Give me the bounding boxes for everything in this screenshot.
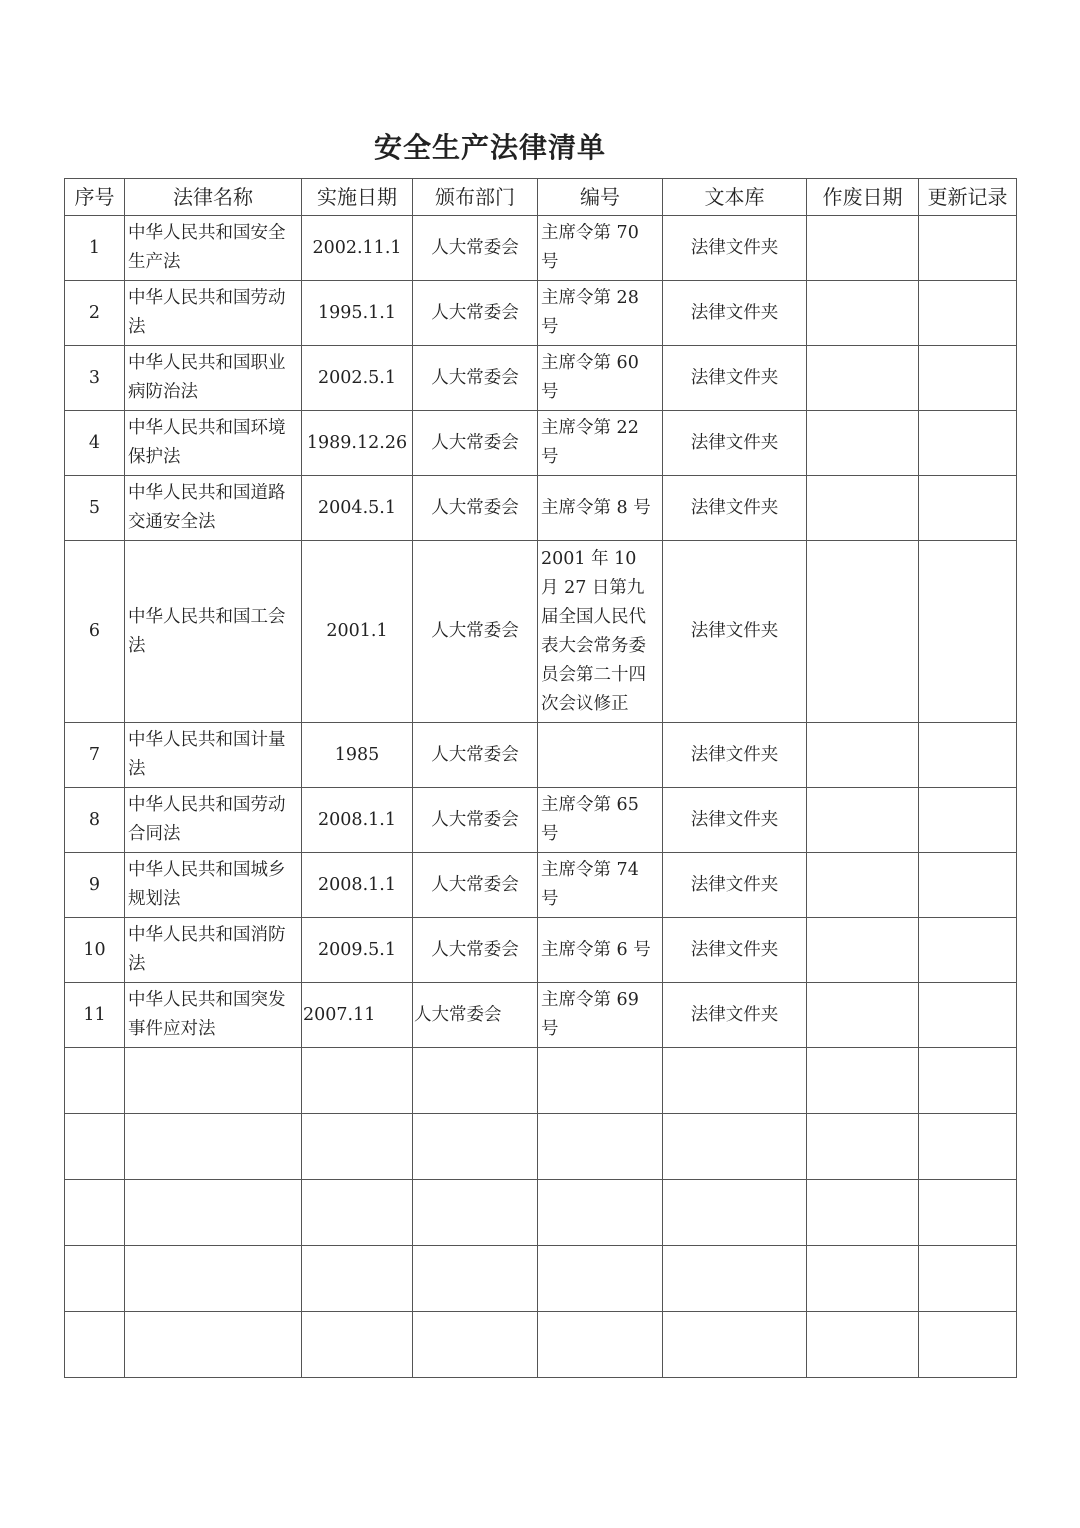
empty-cell <box>663 1048 807 1114</box>
void-date-cell <box>807 918 919 983</box>
table-row <box>65 853 1017 918</box>
no-cell: 6 <box>65 541 125 723</box>
dept-cell: 人大常委会 <box>413 723 538 788</box>
header-library: 文本库 <box>663 179 807 216</box>
library-cell: 法律文件夹 <box>663 788 807 853</box>
no-cell: 10 <box>65 918 125 983</box>
document-title: 安全生产法律清单 <box>373 131 606 164</box>
empty-cell <box>919 1048 1017 1114</box>
no-cell: 8 <box>65 788 125 853</box>
name-cell: 中华人民共和国劳动合同法 <box>125 788 302 853</box>
date-cell: 1995.1.1 <box>302 281 413 346</box>
update-cell <box>919 918 1017 983</box>
empty-cell <box>65 1048 125 1114</box>
empty-cell <box>538 1114 663 1180</box>
code-cell: 主席令第 74 号 <box>538 853 663 918</box>
table-row <box>65 216 1017 281</box>
library-cell: 法律文件夹 <box>663 541 807 723</box>
table-row <box>65 281 1017 346</box>
library-cell: 法律文件夹 <box>663 281 807 346</box>
empty-cell <box>125 1048 302 1114</box>
empty-cell <box>125 1246 302 1312</box>
name-cell: 中华人民共和国工会法 <box>125 541 302 723</box>
date-cell: 2008.1.1 <box>302 788 413 853</box>
library-cell: 法律文件夹 <box>663 346 807 411</box>
table-row <box>65 918 1017 983</box>
empty-cell <box>807 1180 919 1246</box>
empty-cell <box>413 1180 538 1246</box>
date-cell: 1985 <box>302 723 413 788</box>
table-row <box>65 723 1017 788</box>
no-cell: 7 <box>65 723 125 788</box>
update-cell <box>919 346 1017 411</box>
header-dept: 颁布部门 <box>413 179 538 216</box>
no-cell: 5 <box>65 476 125 541</box>
empty-cell <box>807 1048 919 1114</box>
empty-cell <box>919 1246 1017 1312</box>
date-cell: 2008.1.1 <box>302 853 413 918</box>
library-cell: 法律文件夹 <box>663 476 807 541</box>
dept-cell: 人大常委会 <box>413 853 538 918</box>
code-cell: 主席令第 60 号 <box>538 346 663 411</box>
library-cell: 法律文件夹 <box>663 411 807 476</box>
no-cell: 3 <box>65 346 125 411</box>
no-cell: 9 <box>65 853 125 918</box>
void-date-cell <box>807 281 919 346</box>
date-cell: 2009.5.1 <box>302 918 413 983</box>
date-cell: 2007.11 <box>302 983 413 1048</box>
name-cell: 中华人民共和国消防法 <box>125 918 302 983</box>
name-cell: 中华人民共和国安全生产法 <box>125 216 302 281</box>
name-cell: 中华人民共和国道路交通安全法 <box>125 476 302 541</box>
empty-cell <box>807 1246 919 1312</box>
table-row <box>65 541 1017 723</box>
update-cell <box>919 541 1017 723</box>
code-cell: 主席令第 8 号 <box>538 476 663 541</box>
void-date-cell <box>807 983 919 1048</box>
name-cell: 中华人民共和国城乡规划法 <box>125 853 302 918</box>
empty-cell <box>663 1114 807 1180</box>
header-void-date: 作废日期 <box>807 179 919 216</box>
code-cell: 主席令第 70 号 <box>538 216 663 281</box>
code-cell: 2001 年 10 月 27 日第九届全国人民代表大会常务委员会第二十四次会议修正 <box>538 541 663 723</box>
empty-cell <box>538 1312 663 1378</box>
name-cell: 中华人民共和国环境保护法 <box>125 411 302 476</box>
empty-cell <box>65 1246 125 1312</box>
dept-cell: 人大常委会 <box>413 788 538 853</box>
date-cell: 2002.5.1 <box>302 346 413 411</box>
empty-cell <box>663 1180 807 1246</box>
date-cell: 2004.5.1 <box>302 476 413 541</box>
empty-cell <box>65 1180 125 1246</box>
dept-cell: 人大常委会 <box>413 983 538 1048</box>
name-cell: 中华人民共和国计量法 <box>125 723 302 788</box>
empty-cell <box>125 1312 302 1378</box>
void-date-cell <box>807 346 919 411</box>
code-cell: 主席令第 6 号 <box>538 918 663 983</box>
empty-row <box>65 1048 1017 1114</box>
void-date-cell <box>807 541 919 723</box>
code-cell: 主席令第 69 号 <box>538 983 663 1048</box>
empty-cell <box>125 1114 302 1180</box>
library-cell: 法律文件夹 <box>663 216 807 281</box>
update-cell <box>919 723 1017 788</box>
library-cell: 法律文件夹 <box>663 723 807 788</box>
update-cell <box>919 853 1017 918</box>
empty-row <box>65 1246 1017 1312</box>
update-cell <box>919 281 1017 346</box>
empty-cell <box>302 1312 413 1378</box>
dept-cell: 人大常委会 <box>413 918 538 983</box>
empty-row <box>65 1114 1017 1180</box>
empty-cell <box>302 1048 413 1114</box>
dept-cell: 人大常委会 <box>413 411 538 476</box>
header-update: 更新记录 <box>919 179 1017 216</box>
empty-cell <box>807 1114 919 1180</box>
update-cell <box>919 476 1017 541</box>
no-cell: 2 <box>65 281 125 346</box>
dept-cell: 人大常委会 <box>413 541 538 723</box>
table-row <box>65 346 1017 411</box>
empty-cell <box>919 1312 1017 1378</box>
void-date-cell <box>807 216 919 281</box>
empty-cell <box>65 1114 125 1180</box>
table-row <box>65 983 1017 1048</box>
name-cell: 中华人民共和国职业病防治法 <box>125 346 302 411</box>
table-row <box>65 411 1017 476</box>
table-row <box>65 476 1017 541</box>
code-cell: 主席令第 65 号 <box>538 788 663 853</box>
header-no: 序号 <box>65 179 125 216</box>
update-cell <box>919 216 1017 281</box>
empty-cell <box>302 1114 413 1180</box>
no-cell: 1 <box>65 216 125 281</box>
date-cell: 2001.1 <box>302 541 413 723</box>
update-cell <box>919 788 1017 853</box>
dept-cell: 人大常委会 <box>413 476 538 541</box>
code-cell: 主席令第 22 号 <box>538 411 663 476</box>
void-date-cell <box>807 411 919 476</box>
void-date-cell <box>807 853 919 918</box>
empty-cell <box>663 1246 807 1312</box>
void-date-cell <box>807 788 919 853</box>
library-cell: 法律文件夹 <box>663 918 807 983</box>
empty-cell <box>538 1048 663 1114</box>
library-cell: 法律文件夹 <box>663 983 807 1048</box>
update-cell <box>919 411 1017 476</box>
header-code: 编号 <box>538 179 663 216</box>
name-cell: 中华人民共和国突发事件应对法 <box>125 983 302 1048</box>
empty-cell <box>538 1180 663 1246</box>
empty-cell <box>919 1114 1017 1180</box>
void-date-cell <box>807 723 919 788</box>
empty-cell <box>65 1312 125 1378</box>
date-cell: 1989.12.26 <box>302 411 413 476</box>
no-cell: 11 <box>65 983 125 1048</box>
empty-cell <box>413 1312 538 1378</box>
law-list-table <box>64 178 1017 1378</box>
library-cell: 法律文件夹 <box>663 853 807 918</box>
empty-cell <box>413 1048 538 1114</box>
empty-cell <box>413 1114 538 1180</box>
code-cell <box>538 723 663 788</box>
update-cell <box>919 983 1017 1048</box>
header-name: 法律名称 <box>125 179 302 216</box>
empty-row <box>65 1180 1017 1246</box>
table-row <box>65 788 1017 853</box>
empty-cell <box>413 1246 538 1312</box>
code-cell: 主席令第 28 号 <box>538 281 663 346</box>
header-row <box>65 179 1017 216</box>
empty-cell <box>302 1180 413 1246</box>
no-cell: 4 <box>65 411 125 476</box>
empty-cell <box>807 1312 919 1378</box>
empty-row <box>65 1312 1017 1378</box>
header-date: 实施日期 <box>302 179 413 216</box>
empty-cell <box>663 1312 807 1378</box>
empty-cell <box>919 1180 1017 1246</box>
dept-cell: 人大常委会 <box>413 216 538 281</box>
name-cell: 中华人民共和国劳动法 <box>125 281 302 346</box>
void-date-cell <box>807 476 919 541</box>
date-cell: 2002.11.1 <box>302 216 413 281</box>
dept-cell: 人大常委会 <box>413 281 538 346</box>
empty-cell <box>538 1246 663 1312</box>
dept-cell: 人大常委会 <box>413 346 538 411</box>
empty-cell <box>302 1246 413 1312</box>
empty-cell <box>125 1180 302 1246</box>
